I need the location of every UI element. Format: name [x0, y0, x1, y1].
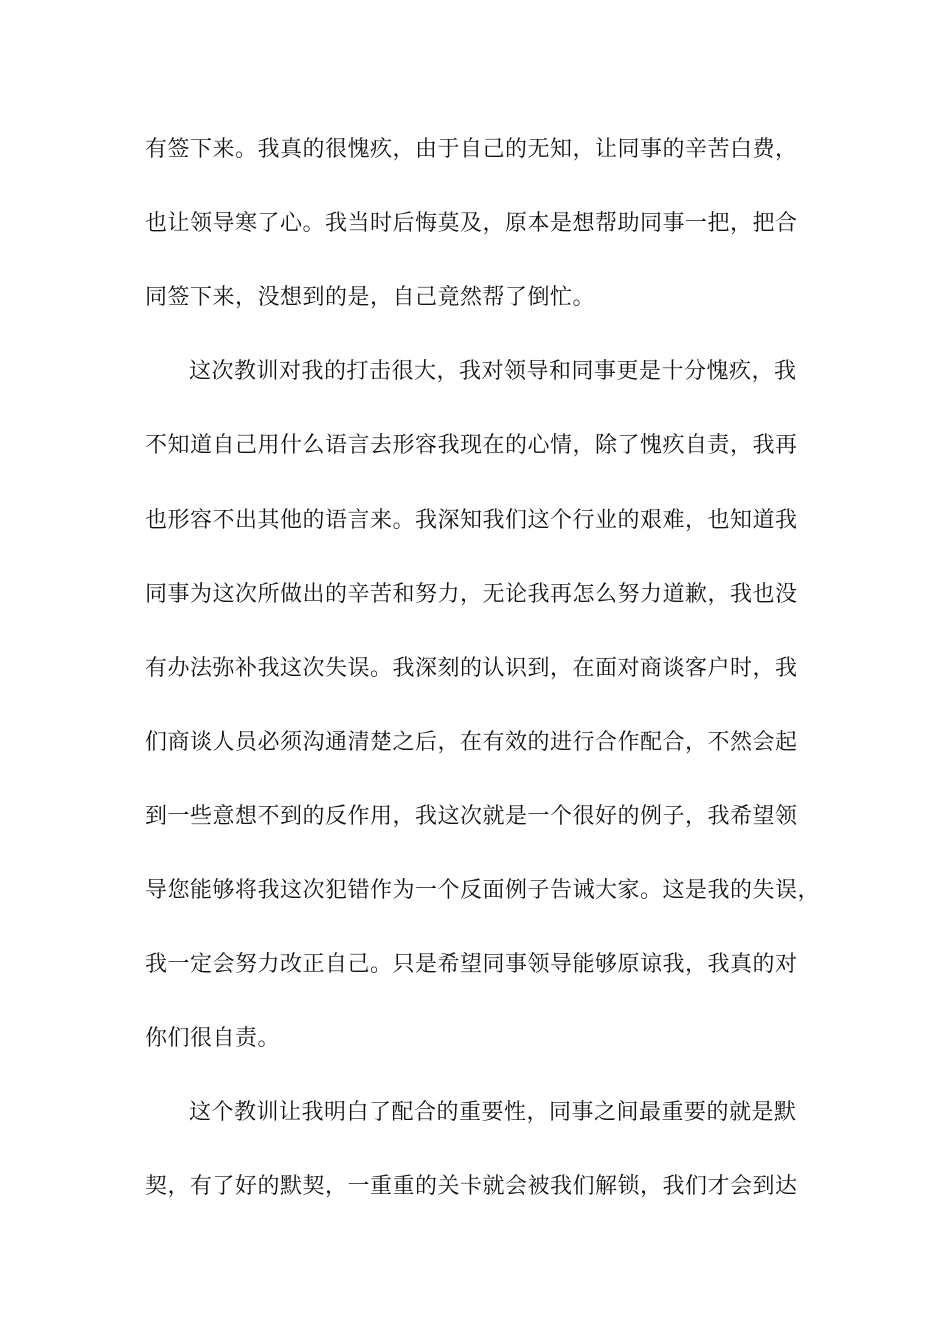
text-line: 我一定会努力改正自己。只是希望同事领导能够原谅我，我真的对 [145, 952, 798, 977]
paragraph-start-line: 这个教训让我明白了配合的重要性，同事之间最重要的就是默 [189, 1100, 797, 1125]
text-line: 你们很自责。 [145, 1026, 281, 1051]
text-line: 也让领导寒了心。我当时后悔莫及，原本是想帮助同事一把，把合 [145, 211, 798, 236]
text-line: 导您能够将我这次犯错作为一个反面例子告诫大家。这是我的失误， [145, 878, 821, 903]
text-line: 有办法弥补我这次失误。我深刻的认识到，在面对商谈客户时，我 [145, 656, 798, 681]
paragraph-start-line: 这次教训对我的打击很大，我对领导和同事更是十分愧疚，我 [189, 359, 797, 384]
text-line: 契，有了好的默契，一重重的关卡就会被我们解锁，我们才会到达 [145, 1174, 798, 1199]
text-line: 不知道自己用什么语言去形容我现在的心情，除了愧疚自责，我再 [145, 433, 798, 458]
text-line: 同事为这次所做出的辛苦和努力，无论我再怎么努力道歉，我也没 [145, 582, 798, 607]
text-line: 同签下来，没想到的是，自己竟然帮了倒忙。 [145, 285, 596, 310]
text-line: 有签下来。我真的很愧疚，由于自己的无知，让同事的辛苦白费， [145, 137, 798, 162]
text-line: 也形容不出其他的语言来。我深知我们这个行业的艰难，也知道我 [145, 508, 798, 533]
text-line: 到一些意想不到的反作用，我这次就是一个很好的例子，我希望领 [145, 804, 798, 829]
text-line: 们商谈人员必须沟通清楚之后，在有效的进行合作配合，不然会起 [145, 730, 798, 755]
